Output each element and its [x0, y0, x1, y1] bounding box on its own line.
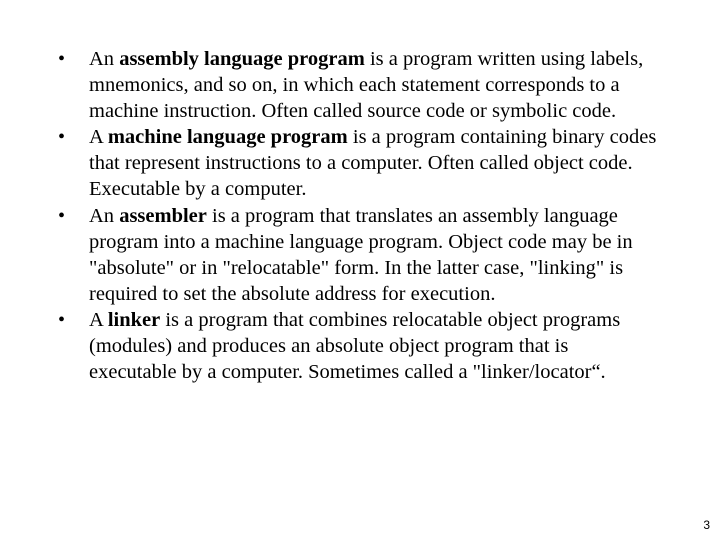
bullet-text-body: is a program written using labels, mnemonics, and so on, in which each statement corresponds to a machine instruction. Often called source code or symbolic code.: [89, 48, 644, 123]
bullet-text-body: is a program containing binary codes that represent instructions to a computer. Often called object code. Executable by a computer.: [89, 126, 657, 201]
bullet-item-linker: [58, 307, 658, 385]
bullet-text: [89, 205, 633, 305]
bullet-item-assembler: [58, 203, 658, 307]
bullet-text-prefix: An: [89, 204, 120, 227]
bullet-icon: •: [58, 126, 66, 149]
bullet-text: [89, 126, 656, 200]
bullet-item-machine-language-program: [58, 124, 658, 202]
bullet-text-prefix: A: [89, 308, 108, 331]
bullet-text: [89, 309, 620, 383]
bullet-icon: •: [58, 308, 66, 331]
page-number: 3: [703, 518, 710, 532]
bullet-list: [58, 46, 658, 385]
bullet-term: assembly language program: [119, 48, 365, 70]
bullet-term: linker: [107, 308, 161, 331]
bullet-text-body: is a program that combines relocatable object programs (modules) and produces an absolute object program that is executable by a computer. Sometimes called a "linker/locator“.: [89, 308, 621, 384]
bullet-term: assembler: [119, 204, 207, 227]
bullet-icon: •: [58, 48, 66, 70]
bullet-term: machine language program: [107, 126, 348, 149]
bullet-item-assembly-language-program: [58, 46, 658, 124]
bullet-text-body: is a program that translates an assembly language program into a machine language program. Object code may be in "absolute" or in "relocatable" form. In the latter case, "linking" is required to set the absolute address for execution.: [89, 204, 633, 305]
bullet-text: [89, 48, 643, 122]
bullet-text-prefix: A: [89, 126, 108, 149]
bullet-text-prefix: An: [89, 48, 120, 70]
bullet-icon: •: [58, 204, 66, 227]
